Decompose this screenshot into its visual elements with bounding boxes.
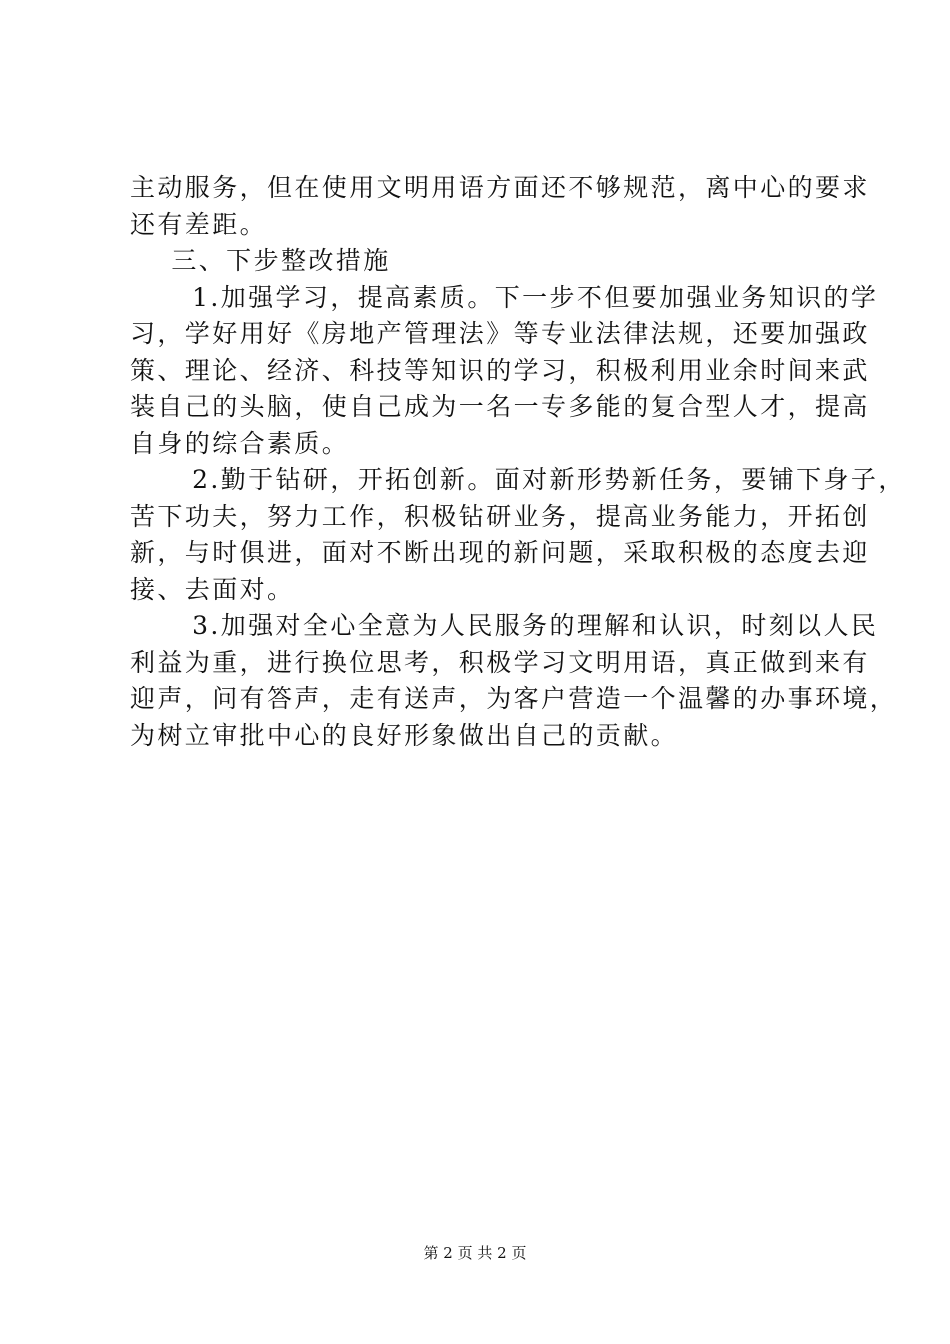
text-line: 迎声，问有答声，走有送声，为客户营造一个温馨的办事环境， <box>130 684 898 713</box>
text-line: 自身的综合素质。 <box>130 428 350 458</box>
text-line: 习，学好用好《房地产管理法》等专业法律法规，还要加强政 <box>130 319 870 348</box>
text-line: 装自己的头脑，使自己成为一名一专多能的复合型人才，提高 <box>130 392 870 421</box>
text-line: 新，与时俱进，面对不断出现的新问题，采取积极的态度去迎 <box>130 538 870 567</box>
text-line: 1.加强学习，提高素质。下一步不但要加强业务知识的学 <box>130 282 879 312</box>
text-line: 为树立审批中心的良好形象做出自己的贡献。 <box>130 720 679 750</box>
text-line: 主动服务，但在使用文明用语方面还不够规范，离中心的要求 <box>130 173 870 202</box>
text-line: 2.勤于钻研，开拓创新。面对新形势新任务，要铺下身子， <box>130 465 906 494</box>
text-line: 接、去面对。 <box>130 574 295 604</box>
text-line: 3.加强对全心全意为人民服务的理解和认识，时刻以人民 <box>130 611 879 640</box>
text-line: 利益为重，进行换位思考，积极学习文明用语，真正做到来有 <box>130 647 870 677</box>
text-line: 策、理论、经济、科技等知识的学习，积极利用业余时间来武 <box>130 355 870 385</box>
page-number-footer: 第 2 页 共 2 页 <box>423 1244 527 1262</box>
section-heading: 三、下步整改措施 <box>130 246 391 275</box>
text-line: 苦下功夫，努力工作，积极钻研业务，提高业务能力，开拓创 <box>130 501 870 531</box>
document-body <box>130 170 906 754</box>
text-line: 还有差距。 <box>130 209 268 239</box>
